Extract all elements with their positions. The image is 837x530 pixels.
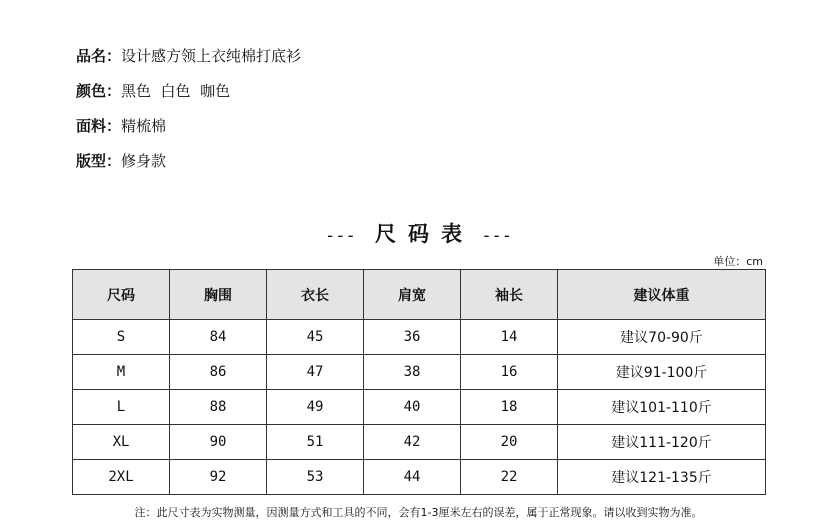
cell-sleeve: 20 (461, 425, 558, 460)
product-name-label: 品名： (76, 47, 122, 65)
title-dash-right: --- (481, 226, 513, 246)
title-dash-left: --- (324, 226, 356, 246)
product-color-row (76, 79, 301, 114)
size-chart-title (0, 218, 837, 248)
cell-size: S (73, 320, 170, 355)
cell-chest: 84 (170, 320, 267, 355)
product-color-value: 黑色 白色 咖色 (121, 82, 231, 100)
cell-chest: 92 (170, 460, 267, 495)
product-name-value: 设计感方领上衣纯棉打底衫 (121, 47, 302, 65)
product-info (76, 44, 301, 184)
cell-length: 51 (267, 425, 364, 460)
cell-weight: 建议70-90斤 (558, 320, 766, 355)
product-fit-label: 版型： (76, 152, 122, 170)
cell-length: 47 (267, 355, 364, 390)
cell-size: 2XL (73, 460, 170, 495)
product-fabric-row (76, 114, 301, 149)
cell-weight: 建议91-100斤 (558, 355, 766, 390)
measurement-note: 注：此尺寸表为实物测量，因测量方式和工具的不同，会有1-3厘米左右的误差，属于正常现象。请以收到实物为准。 (134, 506, 703, 519)
cell-shoulder: 38 (364, 355, 461, 390)
table-row (73, 355, 766, 390)
cell-shoulder: 36 (364, 320, 461, 355)
unit-label: 单位：cm (713, 255, 763, 268)
cell-chest: 86 (170, 355, 267, 390)
table-row (73, 320, 766, 355)
table-header-row (73, 270, 766, 320)
header-weight: 建议体重 (558, 270, 766, 320)
cell-shoulder: 40 (364, 390, 461, 425)
header-chest: 胸围 (170, 270, 267, 320)
cell-weight: 建议121-135斤 (558, 460, 766, 495)
cell-sleeve: 16 (461, 355, 558, 390)
header-size: 尺码 (73, 270, 170, 320)
cell-weight: 建议101-110斤 (558, 390, 766, 425)
title-text: 尺码表 (375, 222, 474, 246)
table-row (73, 390, 766, 425)
header-length: 衣长 (267, 270, 364, 320)
cell-chest: 90 (170, 425, 267, 460)
cell-chest: 88 (170, 390, 267, 425)
cell-size: M (73, 355, 170, 390)
cell-length: 53 (267, 460, 364, 495)
product-fit-value: 修身款 (121, 152, 167, 170)
cell-length: 49 (267, 390, 364, 425)
cell-weight: 建议111-120斤 (558, 425, 766, 460)
cell-size: XL (73, 425, 170, 460)
product-fabric-label: 面料： (76, 117, 122, 135)
product-fit-row (76, 149, 301, 184)
cell-size: L (73, 390, 170, 425)
product-color-label: 颜色： (76, 82, 122, 100)
header-sleeve: 袖长 (461, 270, 558, 320)
cell-sleeve: 18 (461, 390, 558, 425)
cell-length: 45 (267, 320, 364, 355)
cell-shoulder: 42 (364, 425, 461, 460)
size-table (72, 269, 766, 495)
cell-shoulder: 44 (364, 460, 461, 495)
cell-sleeve: 14 (461, 320, 558, 355)
product-fabric-value: 精梳棉 (121, 117, 167, 135)
table-row (73, 425, 766, 460)
header-shoulder: 肩宽 (364, 270, 461, 320)
table-row (73, 460, 766, 495)
product-name-row (76, 44, 301, 79)
cell-sleeve: 22 (461, 460, 558, 495)
